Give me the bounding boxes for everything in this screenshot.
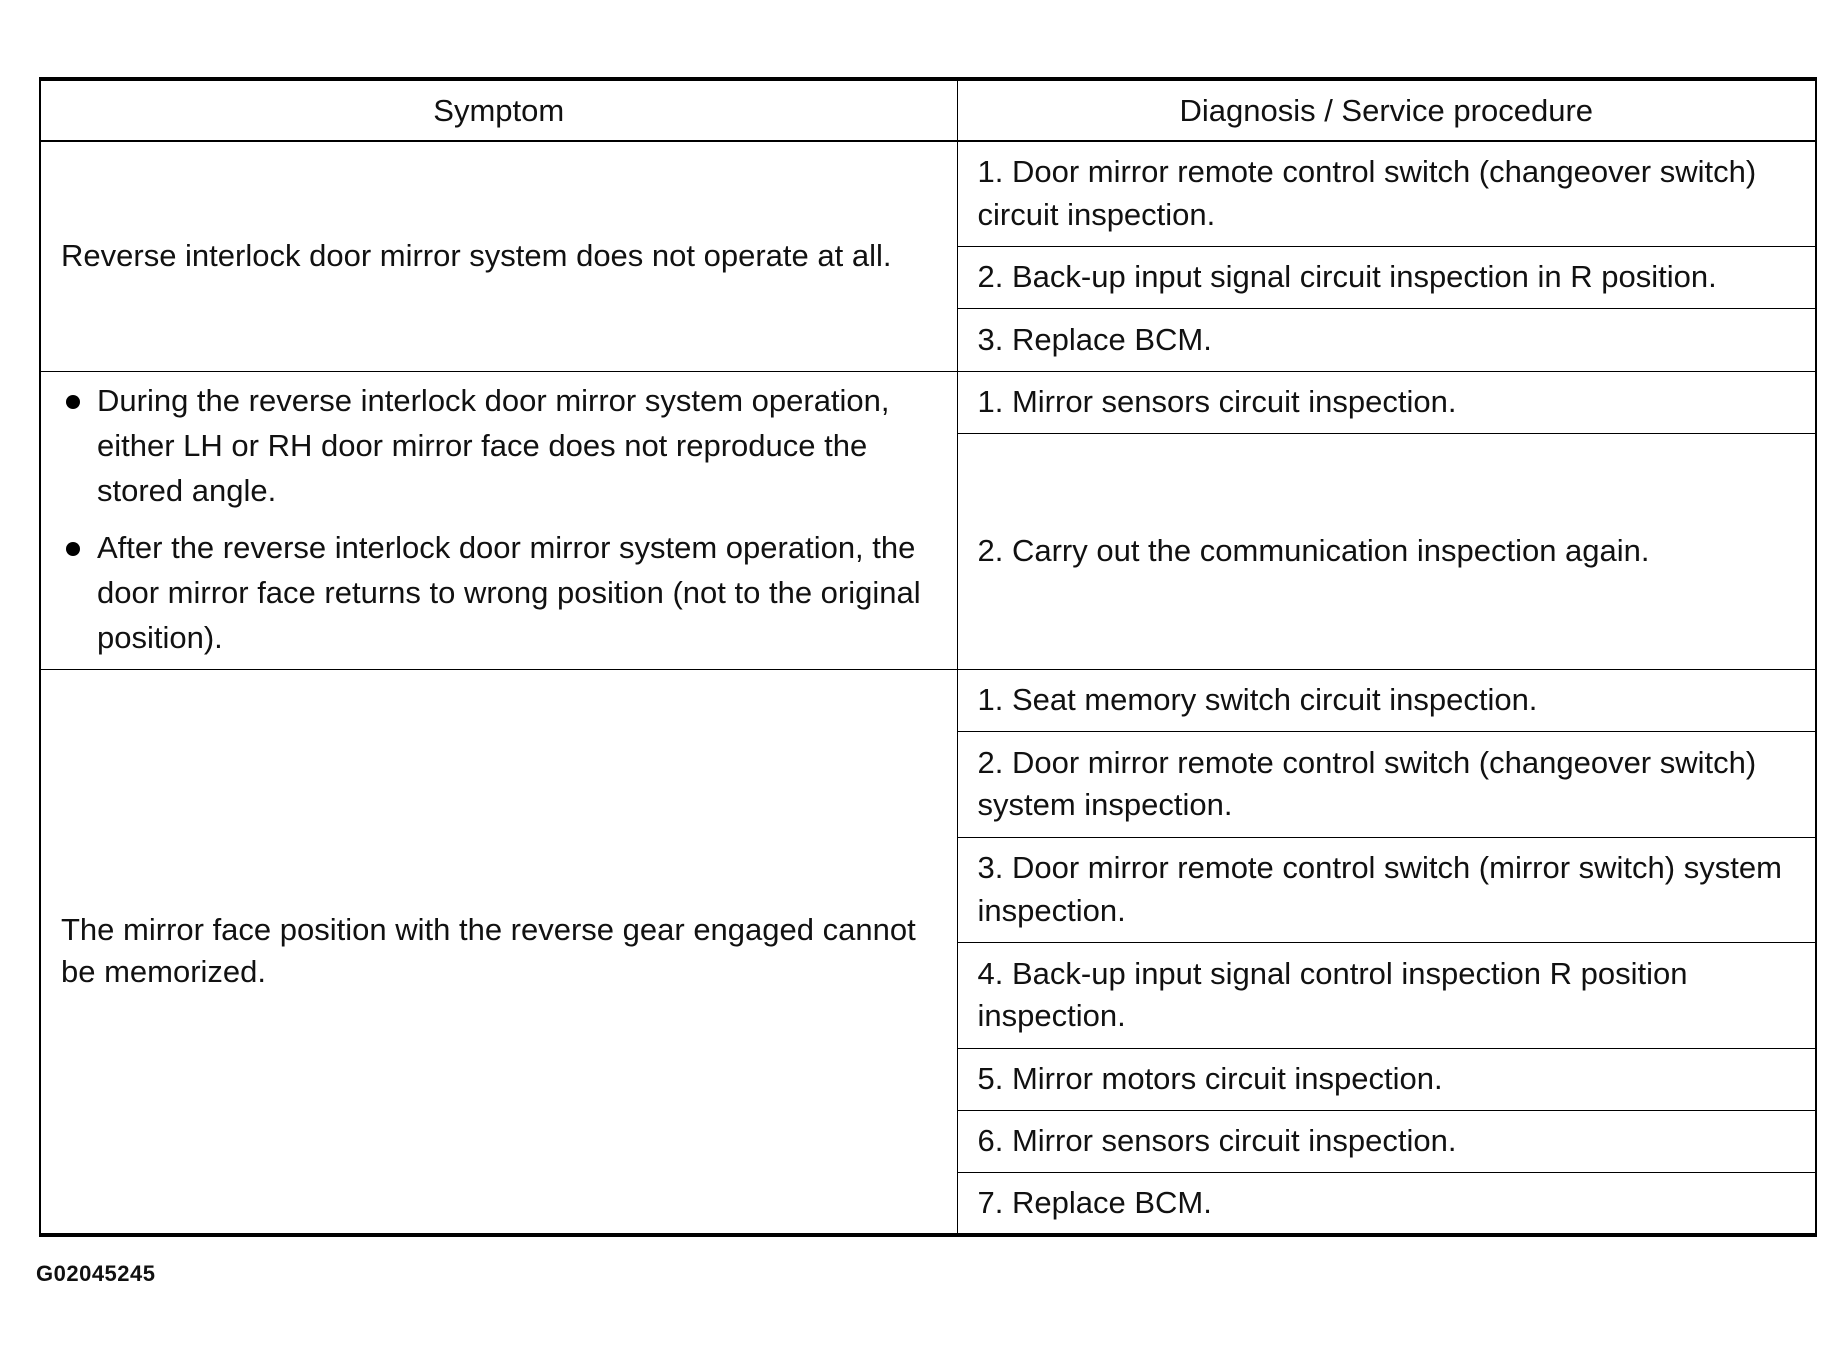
table-row [40,141,1816,246]
bullet-icon [66,395,80,409]
symptom-cell [40,371,957,669]
list-item [61,526,937,661]
procedure-step: 2. Carry out the communication inspection again. [957,433,1816,669]
bullet-icon [66,542,80,556]
diagnosis-table [39,77,1817,1237]
table-row [40,669,1816,731]
symptom-bullet-text: After the reverse interlock door mirror system operation, the door mirror face returns to wrong position (not to the original position). [97,530,921,656]
procedure-step: 1. Door mirror remote control switch (changeover switch) circuit inspection. [957,141,1816,246]
figure-code: G02045245 [36,1261,156,1286]
procedure-step: 4. Back-up input signal control inspection R position inspection. [957,943,1816,1048]
procedure-step: 3. Door mirror remote control switch (mirror switch) system inspection. [957,837,1816,942]
procedure-step: 2. Back-up input signal circuit inspection in R position. [957,246,1816,308]
procedure-step: 1. Seat memory switch circuit inspection. [957,669,1816,731]
procedure-step: 6. Mirror sensors circuit inspection. [957,1110,1816,1172]
procedure-step: 2. Door mirror remote control switch (changeover switch) system inspection. [957,732,1816,837]
procedure-step: 5. Mirror motors circuit inspection. [957,1048,1816,1110]
procedure-step: 3. Replace BCM. [957,309,1816,371]
list-item [61,379,937,514]
table-row [40,371,1816,433]
procedure-step: 1. Mirror sensors circuit inspection. [957,371,1816,433]
symptom-bullet-list [61,379,937,661]
diagnosis-column-header: Diagnosis / Service procedure [957,79,1816,141]
procedure-step: 7. Replace BCM. [957,1173,1816,1235]
header-row [40,79,1816,141]
symptom-cell: Reverse interlock door mirror system does not operate at all. [40,141,957,371]
symptom-column-header: Symptom [40,79,957,141]
symptom-bullet-text: During the reverse interlock door mirror system operation, either LH or RH door mirror face does not reproduce the stored angle. [97,383,890,509]
symptom-cell: The mirror face position with the reverse gear engaged cannot be memorized. [40,669,957,1235]
